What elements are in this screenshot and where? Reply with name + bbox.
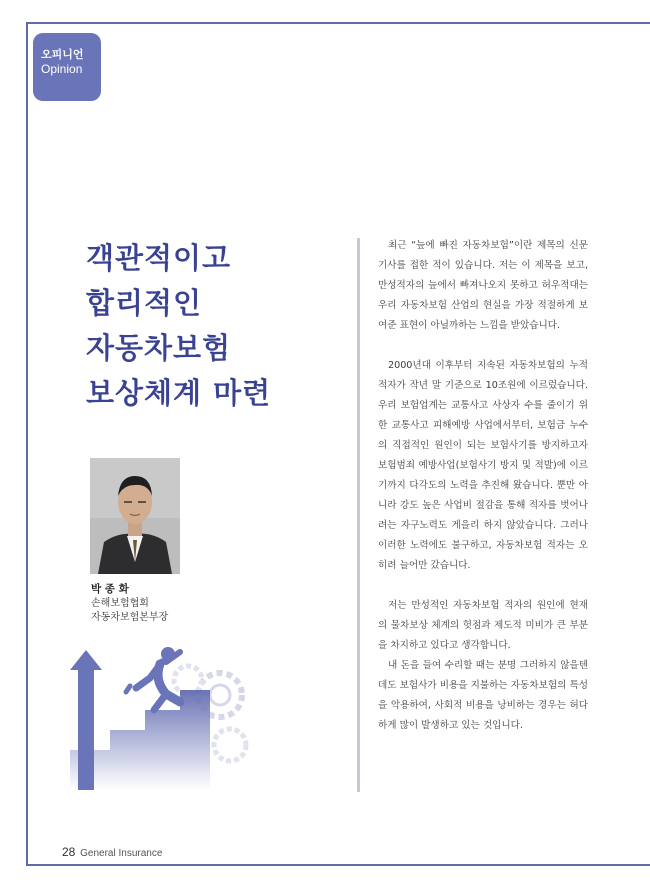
magazine-name: General Insurance (80, 848, 163, 859)
author-position: 자동차보험본부장 (91, 612, 169, 623)
title-line: 합리적인 (86, 286, 203, 320)
page-frame-bottom (26, 864, 650, 866)
author-name: 박 종 화 (91, 583, 129, 595)
page-number: 28 (62, 845, 76, 859)
page-footer (62, 845, 162, 859)
section-badge-korean: 오피니언 (41, 48, 84, 61)
title-line: 객관적이고 (86, 241, 232, 275)
page-frame-top (26, 22, 650, 24)
column-rule (357, 238, 360, 792)
author-photo (90, 458, 180, 574)
body-paragraph: 내 돈을 들여 수리할 때는 분명 그러하지 않을텐데도 보험사가 비용을 지불하는 자동차보험의 특성을 악용하여, 사회적 비용을 낭비하는 경우는 허다하게 많이 발생하고 있는 것입니다. (378, 660, 588, 731)
page-frame-left (26, 22, 28, 866)
body-paragraph: 저는 만성적인 자동차보험 적자의 원인에 현재의 물차보상 체계의 헛점과 제도적 미비가 큰 부분을 차지하고 있다고 생각합니다. (378, 600, 588, 651)
article-body (378, 236, 588, 736)
article-title (86, 236, 271, 416)
author-info (91, 582, 168, 625)
author-organization: 손해보험협회 (91, 598, 149, 609)
body-paragraph: 최근 “늪에 빠진 자동차보험”이란 제목의 신문기사를 접한 적이 있습니다. 저는 이 제목을 보고, 만성적자의 늪에서 빠져나오지 못하고 허우적대는 우리 자동차보험 산업의 현실을 가장 적절하게 보여준 표현이 아닐까하는 느낌을 받았습니다. (378, 240, 588, 331)
section-badge (33, 33, 101, 101)
section-badge-english: Opinion (41, 62, 83, 76)
body-paragraph: 2000년대 이후부터 지속된 자동차보험의 누적적자가 작년 말 기준으로 10조원에 이르렀습니다. 우리 보험업계는 교통사고 사상자 수를 줄이기 위한 교통사고 피해예방 사업에서부터, 보험금 누수의 직접적인 원인이 되는 보험사기를 방지하고자 보험범죄 예방사업(보험사기 방지 및 적발)에 이르기까지 다각도의 노력을 추진해 왔습니다. 뿐만 아니라 강도 높은 사업비 절감을 통해 적자를 벗어나려는 자구노력도 게을리 하지 않았습니다. 그러나 이러한 노력에도 불구하고, 자동차보험 적자는 오히려 늘어만 갔습니다. (378, 360, 588, 571)
title-line: 자동차보험 (86, 331, 232, 365)
title-line: 보상체계 마련 (86, 376, 272, 410)
stairs-illustration (70, 640, 260, 790)
